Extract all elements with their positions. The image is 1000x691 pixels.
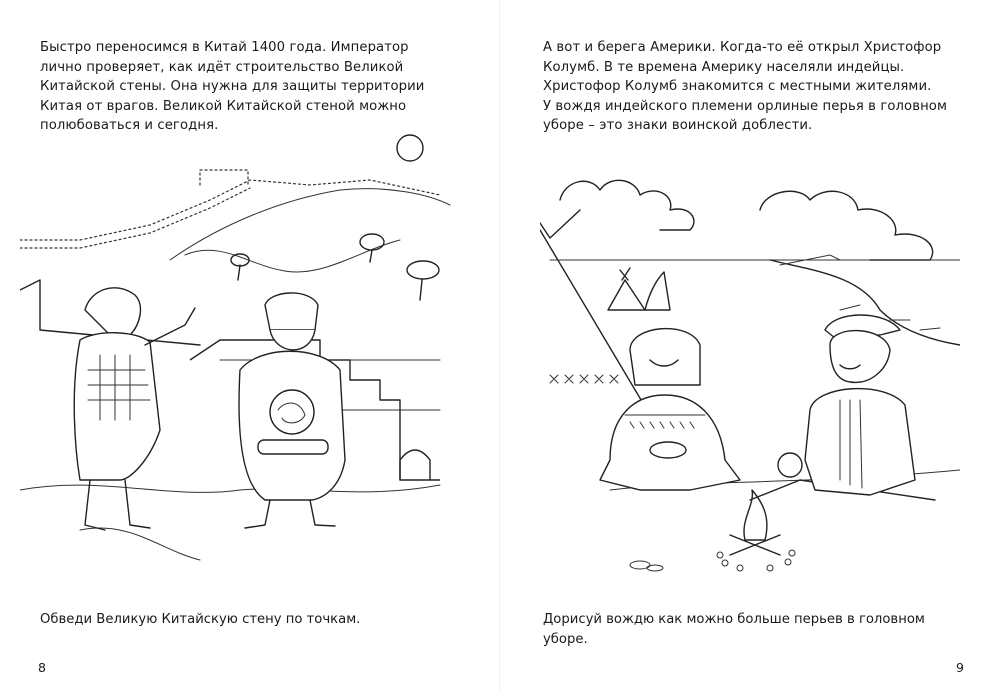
right-paragraph-line: А вот и берега Америки. Когда-то её открыл Христофор: [543, 40, 942, 55]
right-task-line: уборе.: [543, 631, 588, 647]
left-task-line: Обведи Великую Китайскую стену по точкам.: [40, 612, 361, 627]
page-number-left: 8: [38, 660, 46, 675]
great-wall-scene-icon: [20, 130, 460, 590]
left-task: [40, 610, 360, 630]
right-paragraph-line: уборе – это знаки воинской доблести.: [543, 118, 813, 134]
left-paragraph-line: лично проверяет, как идёт строительство Великой: [40, 59, 404, 75]
left-paragraph-line: Китайской стены. Она нужна для защиты территории: [40, 79, 425, 95]
indians-and-columbus-scene-icon: [540, 160, 960, 580]
right-task: [543, 610, 925, 649]
page-number-right: 9: [956, 660, 964, 675]
right-paragraph: [543, 38, 947, 136]
right-paragraph-line: У вождя индейского племени орлиные перья в головном: [543, 98, 948, 114]
right-paragraph-line: Колумб. В те времена Америку населяли индейцы.: [543, 59, 905, 75]
left-paragraph-line: Китая от врагов. Великой Китайской стеной можно: [40, 98, 407, 114]
left-paragraph: [40, 38, 424, 136]
right-page: [500, 0, 1000, 691]
left-paragraph-line: Быстро переносимся в Китай 1400 года. Император: [40, 40, 409, 55]
left-paragraph-line: полюбоваться и сегодня.: [40, 118, 219, 134]
right-task-line: Дорисуй вождю как можно больше перьев в головном: [543, 612, 925, 627]
right-paragraph-line: Христофор Колумб знакомится с местными жителями.: [543, 79, 932, 95]
